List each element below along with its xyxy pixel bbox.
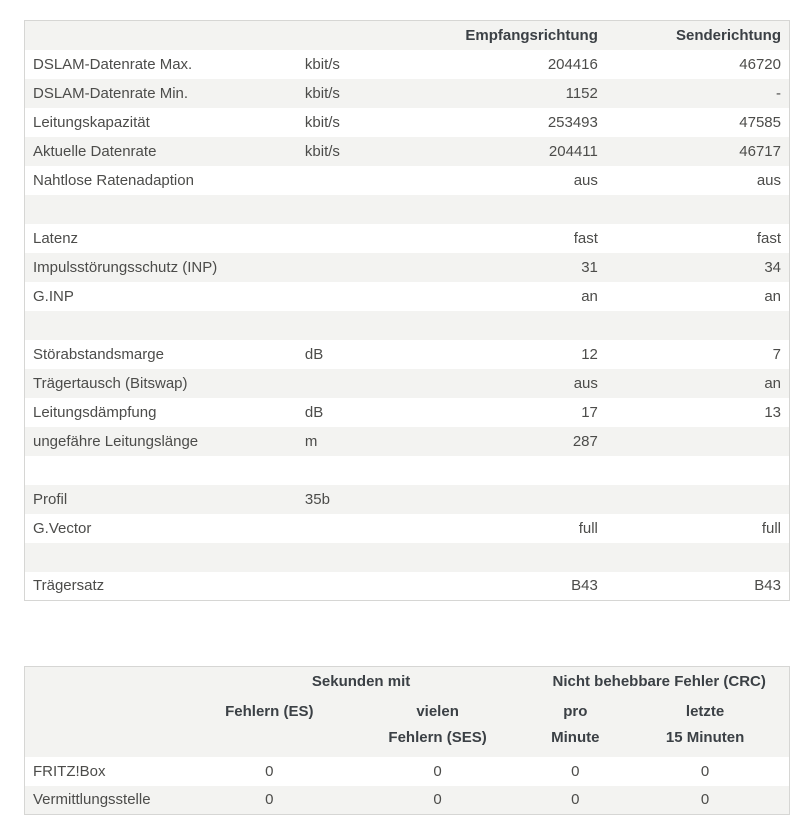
tx-value: 46717: [739, 142, 781, 160]
column-header-es: [193, 696, 346, 757]
empty-header-cell: [300, 21, 399, 50]
empty-header-cell: [25, 667, 193, 696]
tx-value: -: [776, 84, 781, 102]
crc-per-minute-value: 0: [571, 762, 580, 780]
sub-header-row: [25, 696, 790, 757]
group-header-crc: Nicht behebbare Fehler (CRC): [529, 667, 789, 696]
tx-value: [606, 456, 790, 485]
table-row: [25, 572, 790, 601]
table-row: [25, 108, 790, 137]
spacer-row: [25, 195, 790, 224]
param-unit: dB: [304, 345, 324, 363]
device-label: FRITZ!Box: [33, 762, 106, 780]
param-label: Latenz: [33, 229, 79, 247]
rx-value: 17: [581, 403, 598, 421]
rx-value: 287: [572, 432, 598, 450]
rx-value: B43: [571, 577, 598, 595]
ses-value: 0: [433, 762, 442, 780]
param-label: DSLAM-Datenrate Max.: [33, 55, 193, 73]
header-line: 15 Minuten: [665, 728, 745, 746]
error-table-body: [25, 757, 790, 815]
tx-value: 13: [764, 403, 781, 421]
rx-value: aus: [573, 171, 598, 189]
param-label: ungefähre Leitungslänge: [33, 432, 199, 450]
param-unit: dB: [304, 403, 324, 421]
param-label: Aktuelle Datenrate: [33, 142, 157, 160]
crc-last-15-min-value: 0: [700, 791, 710, 809]
param-label: [25, 195, 300, 224]
table-row: [25, 224, 790, 253]
param-label: DSLAM-Datenrate Min.: [33, 84, 189, 102]
tx-value: an: [764, 287, 781, 305]
rx-value: 12: [581, 345, 598, 363]
table-row: [25, 79, 790, 108]
table-row: [25, 786, 790, 815]
param-unit: [300, 572, 399, 601]
tx-value: aus: [756, 171, 781, 189]
rx-value: aus: [573, 374, 598, 392]
header-line: vielen: [416, 702, 459, 720]
rx-value: 253493: [547, 113, 598, 131]
crc-last-15-min-value: 0: [700, 762, 710, 780]
rx-value: 204411: [548, 142, 598, 160]
empty-header-cell: [25, 696, 193, 757]
param-label: Störabstandsmarge: [33, 345, 164, 363]
param-label: Trägertausch (Bitswap): [33, 374, 188, 392]
rx-value: [399, 311, 606, 340]
param-unit: [300, 224, 399, 253]
param-label: Nahtlose Ratenadaption: [33, 171, 194, 189]
param-label: Profil: [33, 490, 68, 508]
param-unit: kbit/s: [304, 142, 340, 160]
param-label: Impulsstörungsschutz (INP): [33, 258, 218, 276]
tx-value: 34: [764, 258, 781, 276]
param-label: G.INP: [33, 287, 74, 305]
param-label: [25, 311, 300, 340]
spacer-row: [25, 543, 790, 572]
rx-value: [399, 543, 606, 572]
tx-value: full: [761, 519, 781, 537]
param-unit: [300, 195, 399, 224]
tx-value: 7: [772, 345, 781, 363]
column-header-empfangsrichtung: Empfangsrichtung: [399, 21, 606, 50]
tx-value: fast: [756, 229, 781, 247]
tx-value: [606, 311, 790, 340]
spacer-row: [25, 311, 790, 340]
header-line: letzte: [685, 702, 725, 720]
tx-value: B43: [754, 577, 781, 595]
tx-value: 46720: [739, 55, 781, 73]
ses-value: 0: [433, 791, 442, 809]
empty-header-cell: [25, 21, 300, 50]
column-header-last-15-min: [621, 696, 789, 757]
param-label: Leitungskapazität: [33, 113, 150, 131]
param-unit: [300, 166, 399, 195]
device-label: Vermittlungsstelle: [33, 791, 151, 809]
param-label: Trägersatz: [33, 577, 105, 595]
table-row: [25, 757, 790, 786]
group-header-row: [25, 667, 790, 696]
param-unit: [300, 514, 399, 543]
table-row: [25, 282, 790, 311]
dsl-table-body: [25, 50, 790, 601]
param-unit: kbit/s: [304, 84, 340, 102]
table-row: [25, 514, 790, 543]
tx-value: [606, 543, 790, 572]
rx-value: fast: [573, 229, 598, 247]
tx-value: an: [764, 374, 781, 392]
es-value: 0: [265, 791, 274, 809]
rx-value: [399, 195, 606, 224]
rx-value: [399, 456, 606, 485]
param-unit: 35b: [304, 490, 330, 508]
crc-per-minute-value: 0: [571, 791, 580, 809]
param-unit: kbit/s: [304, 113, 340, 131]
param-unit: [300, 311, 399, 340]
header-row: [25, 21, 790, 50]
param-unit: [300, 456, 399, 485]
spacer-row: [25, 456, 790, 485]
column-header-senderichtung: Senderichtung: [606, 21, 790, 50]
rx-value: full: [578, 519, 598, 537]
rx-value: an: [581, 287, 598, 305]
param-label: G.Vector: [33, 519, 92, 537]
table-row: [25, 137, 790, 166]
table-row: [25, 427, 790, 456]
rx-value: 31: [581, 258, 598, 276]
group-header-sekunden-mit: Sekunden mit: [193, 667, 530, 696]
tx-value: [606, 427, 790, 456]
table-row: [25, 50, 790, 79]
param-label: Leitungsdämpfung: [33, 403, 157, 421]
es-value: 0: [265, 762, 274, 780]
table-row: [25, 485, 790, 514]
param-unit: [300, 543, 399, 572]
tx-value: 47585: [739, 113, 781, 131]
rx-value: 1152: [565, 84, 598, 102]
error-counter-table: [24, 666, 790, 815]
param-unit: [300, 253, 399, 282]
param-unit: m: [304, 432, 318, 450]
dsl-table-header: [25, 21, 790, 50]
table-row: [25, 340, 790, 369]
header-line: Minute: [551, 728, 600, 746]
param-unit: kbit/s: [304, 55, 340, 73]
header-line: pro: [563, 702, 588, 720]
rx-value: 204416: [547, 55, 598, 73]
rx-value: [399, 485, 606, 514]
dsl-info-table: [24, 20, 790, 601]
tx-value: [606, 195, 790, 224]
header-line: Fehlern (SES): [388, 728, 487, 746]
column-header-ses: [346, 696, 530, 757]
table-row: [25, 369, 790, 398]
table-row: [25, 166, 790, 195]
error-table-header: [25, 667, 790, 757]
param-label: [25, 543, 300, 572]
table-row: [25, 253, 790, 282]
tx-value: [606, 485, 790, 514]
param-unit: [300, 282, 399, 311]
column-header-per-minute: [529, 696, 621, 757]
param-label: [25, 456, 300, 485]
param-unit: [300, 369, 399, 398]
table-row: [25, 398, 790, 427]
header-line: Fehlern (ES): [225, 702, 314, 720]
